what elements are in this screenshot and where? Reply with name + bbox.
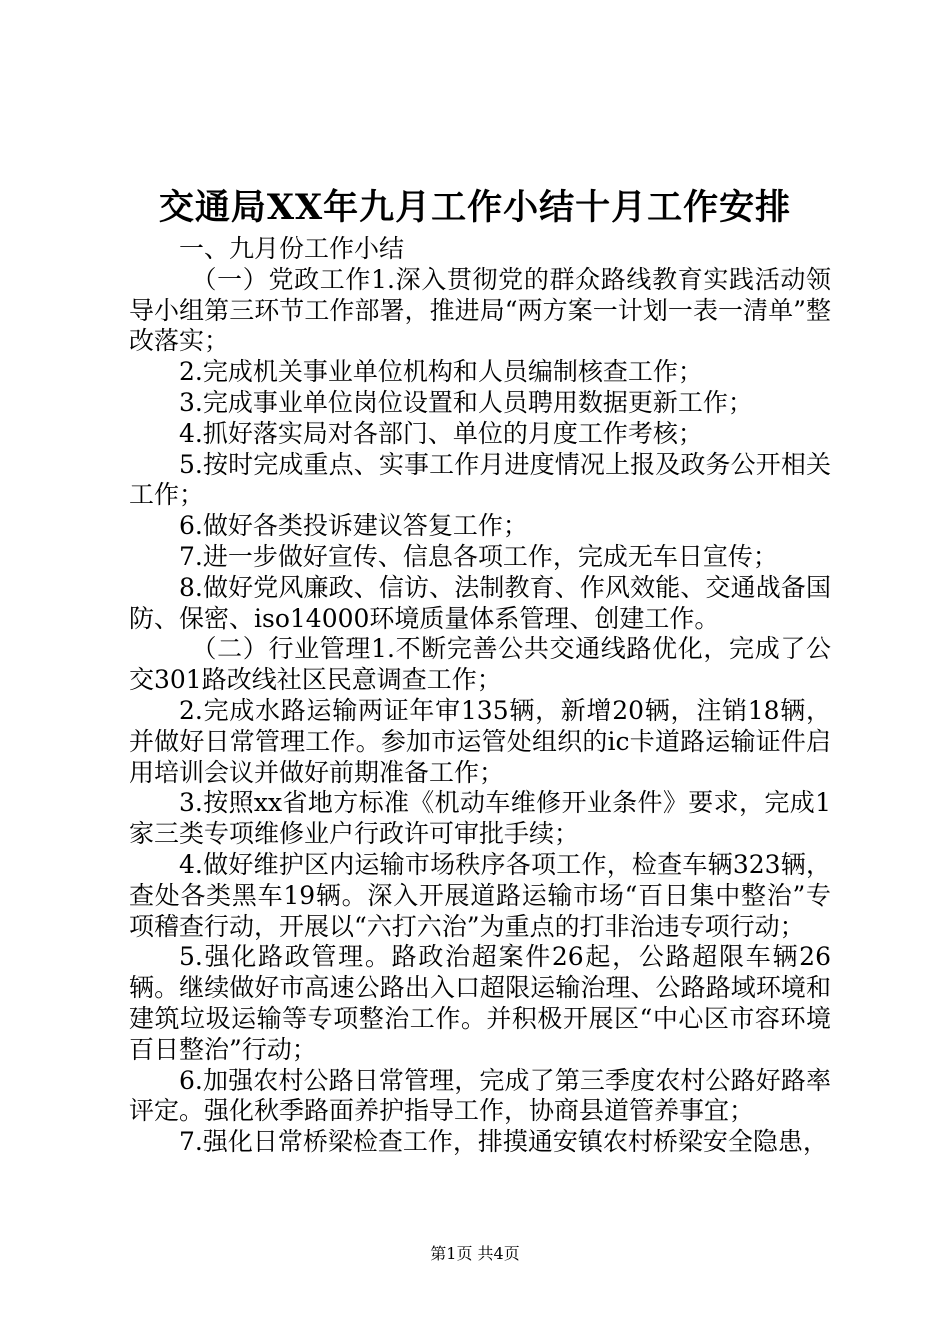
paragraph: 6.做好各类投诉建议答复工作； [179, 511, 528, 541]
paragraph: 5.按时完成重点、实事工作月进度情况上报及政务公开相关工作； [129, 449, 831, 510]
paragraph: 4.抓好落实局对各部门、单位的月度工作考核； [179, 418, 703, 448]
paragraph: 3.按照xx省地方标准《机动车维修开业条件》要求，完成1家三类专项维修业户行政许可审批手续； [129, 788, 831, 849]
paragraph: 7.进一步做好宣传、信息各项工作，完成无车日宣传； [179, 541, 778, 571]
paragraph: 2.完成机关事业单位机构和人员编制核查工作； [179, 357, 703, 387]
paragraph: 4.做好维护区内运输市场秩序各项工作，检查车辆323辆，查处各类黑车19辆。深入开展道路运输市场“百日集中整治”专项稽查行动，开展以“六打六治”为重点的打非治违专项行动； [129, 849, 831, 941]
section-heading: 一、九月份工作小结 [179, 234, 405, 263]
document-body [129, 234, 831, 1158]
paragraph: 3.完成事业单位岗位设置和人员聘用数据更新工作； [179, 387, 753, 417]
paragraph: 8.做好党风廉政、信访、法制教育、作风效能、交通战备国防、保密、iso14000环境质量体系管理、创建工作。 [129, 572, 831, 633]
paragraph: 7.强化日常桥梁检查工作，排摸通安镇农村桥梁安全隐患， [179, 1127, 828, 1157]
document-title: 交通局XX年九月工作小结十月工作安排 [158, 187, 792, 228]
paragraph: 2.完成水路运输两证年审135辆，新增20辆，注销18辆，并做好日常管理工作。参加市运管处组织的ic卡道路运输证件启用培训会议并做好前期准备工作； [129, 695, 831, 787]
paragraph: （一）党政工作1.深入贯彻党的群众路线教育实践活动领导小组第三环节工作部署，推进局“两方案一计划一表一清单”整改落实； [129, 264, 831, 356]
page-footer: 第1页 共4页 [430, 1244, 520, 1263]
paragraph: （二）行业管理1.不断完善公共交通线路优化，完成了公交301路改线社区民意调查工作； [129, 634, 831, 695]
paragraph: 5.强化路政管理。路政治超案件26起，公路超限车辆26辆。继续做好市高速公路出入口超限运输治理、公路路域环境和建筑垃圾运输等专项整治工作。并积极开展区“中心区市容环境百日整治”行动； [129, 942, 831, 1064]
paragraph: 6.加强农村公路日常管理，完成了第三季度农村公路好路率评定。强化秋季路面养护指导工作，协商县道管养事宜； [129, 1065, 831, 1126]
